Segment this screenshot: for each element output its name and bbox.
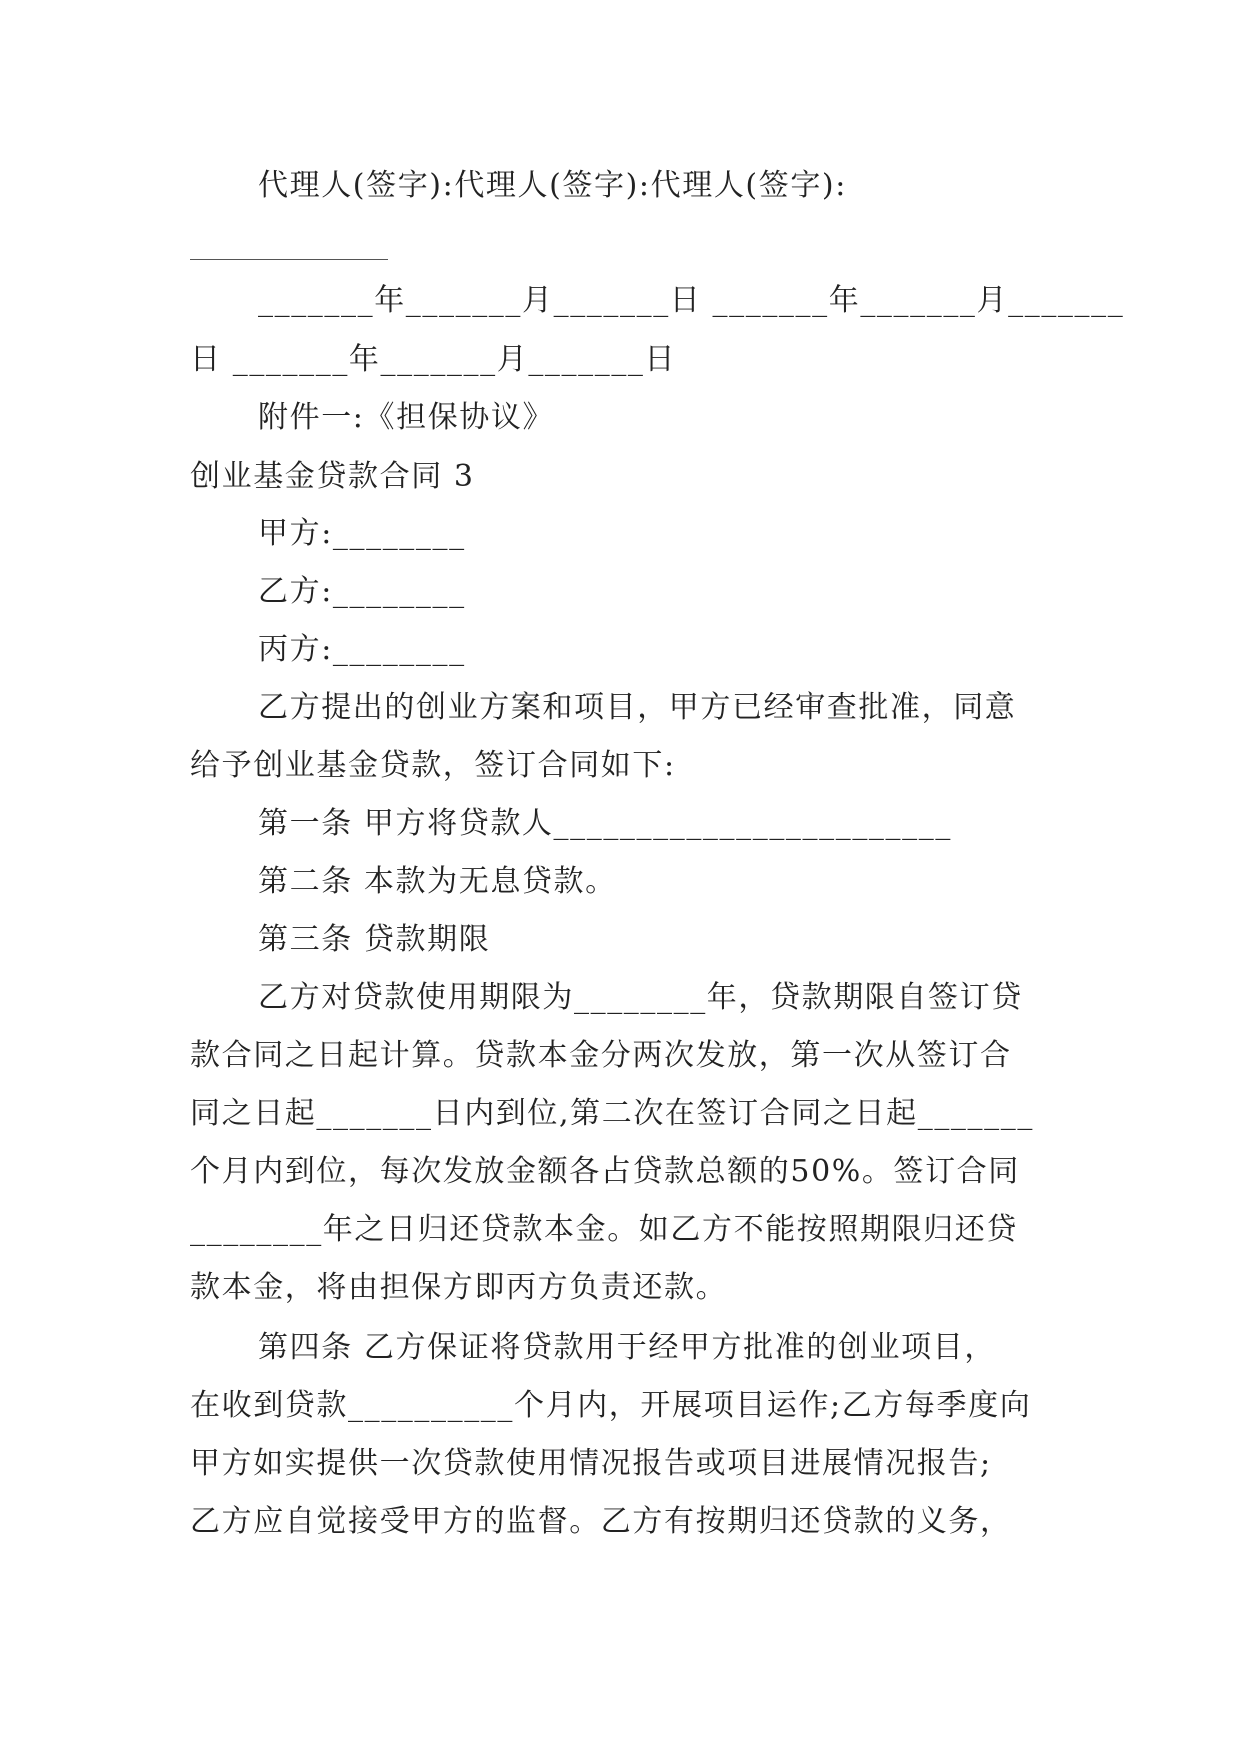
paragraph-line: 乙方对贷款使用期限为________年，贷款期限自签订贷 — [258, 980, 1023, 1015]
paragraph-line: 给予创业基金贷款，签订合同如下: — [190, 748, 676, 783]
paragraph-line: 在收到贷款__________个月内，开展项目运作;乙方每季度向 — [190, 1388, 1032, 1423]
paragraph-line: 乙方应自觉接受甲方的监督。乙方有按期归还贷款的义务， — [190, 1504, 1012, 1539]
paragraph-line: 甲方如实提供一次贷款使用情况报告或项目进展情况报告; — [190, 1446, 992, 1481]
signature-blank-rule — [190, 259, 388, 260]
party-b-line: 乙方:________ — [258, 574, 466, 609]
paragraph-line: 款合同之日起计算。贷款本金分两次发放，第一次从签订合 — [190, 1038, 1012, 1073]
paragraph-line: 个月内到位，每次发放金额各占贷款总额的50%。签订合同 — [190, 1154, 1020, 1189]
attachment-line: 附件一:《担保协议》 — [258, 400, 555, 435]
paragraph-line: 乙方提出的创业方案和项目，甲方已经审查批准，同意 — [258, 690, 1017, 725]
date-line-1: _______年_______月_______日 _______年_______月_______ — [258, 283, 1125, 318]
paragraph-line: 款本金，将由担保方即丙方负责还款。 — [190, 1270, 728, 1305]
article-1-line: 第一条 甲方将贷款人________________________ — [258, 806, 952, 841]
party-c-line: 丙方:________ — [258, 632, 466, 667]
paragraph-line: 同之日起_______日内到位,第二次在签订合同之日起_______ — [190, 1096, 1034, 1131]
article-3-heading: 第三条 贷款期限 — [258, 922, 491, 957]
agent-signature-line: 代理人(签字):代理人(签字):代理人(签字): — [258, 168, 847, 203]
date-line-2: 日 _______年_______月_______日 — [190, 342, 677, 377]
article-2-line: 第二条 本款为无息贷款。 — [258, 864, 617, 899]
paragraph-line: ________年之日归还贷款本金。如乙方不能按照期限归还贷 — [190, 1212, 1018, 1247]
party-a-line: 甲方:________ — [258, 516, 466, 551]
contract-title: 创业基金贷款合同 3 — [190, 459, 475, 494]
article-4-line: 第四条 乙方保证将贷款用于经甲方批准的创业项目， — [258, 1330, 996, 1365]
